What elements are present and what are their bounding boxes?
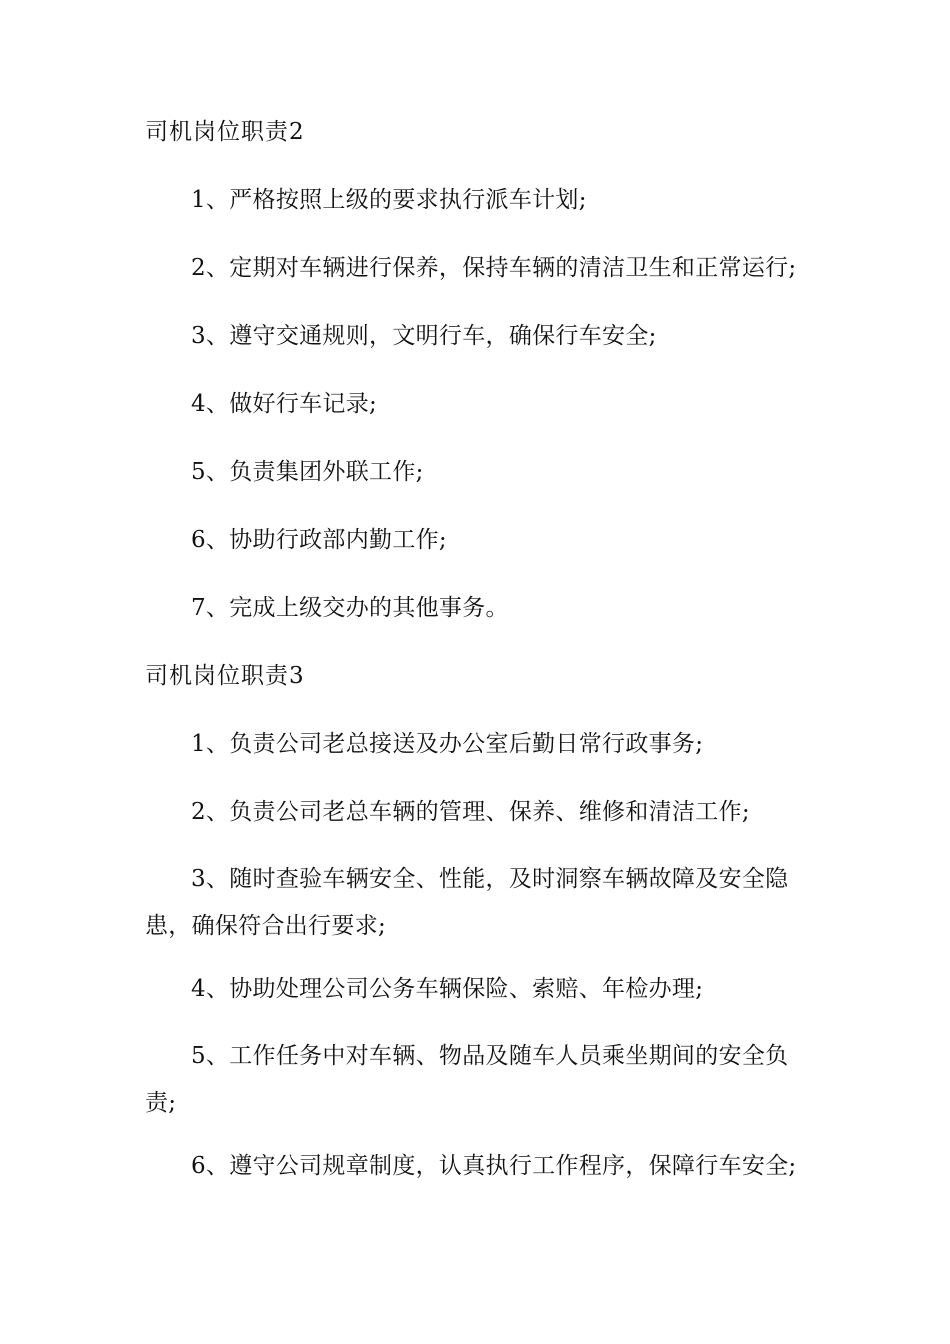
document-content xyxy=(145,115,810,1217)
list-item: 5、工作任务中对车辆、物品及随车人员乘坐期间的安全负责; xyxy=(145,1043,789,1116)
list-item: 1、负责公司老总接送及办公室后勤日常行政事务; xyxy=(191,731,704,757)
list-item: 1、严格按照上级的要求执行派车计划; xyxy=(191,187,587,213)
list-item: 6、协助行政部内勤工作; xyxy=(191,527,447,553)
list-item: 3、遵守交通规则，文明行车，确保行车安全; xyxy=(191,323,657,349)
section-heading: 司机岗位职责2 xyxy=(145,119,305,145)
list-item: 2、定期对车辆进行保养，保持车辆的清洁卫生和正常运行; xyxy=(191,255,797,281)
list-item: 6、遵守公司规章制度，认真执行工作程序，保障行车安全; xyxy=(191,1153,797,1179)
section-heading: 司机岗位职责3 xyxy=(145,663,305,689)
list-item: 4、做好行车记录; xyxy=(191,391,378,417)
list-item: 3、随时查验车辆安全、性能，及时洞察车辆故障及安全隐患，确保符合出行要求; xyxy=(145,866,789,939)
section-duties-2 xyxy=(145,115,810,625)
list-item: 2、负责公司老总车辆的管理、保养、维修和清洁工作; xyxy=(191,799,750,825)
section-duties-3 xyxy=(145,659,810,1183)
list-item: 7、完成上级交办的其他事务。 xyxy=(191,595,509,621)
list-item: 4、协助处理公司公务车辆保险、索赔、年检办理; xyxy=(191,976,704,1002)
list-item: 5、负责集团外联工作; xyxy=(191,459,424,485)
